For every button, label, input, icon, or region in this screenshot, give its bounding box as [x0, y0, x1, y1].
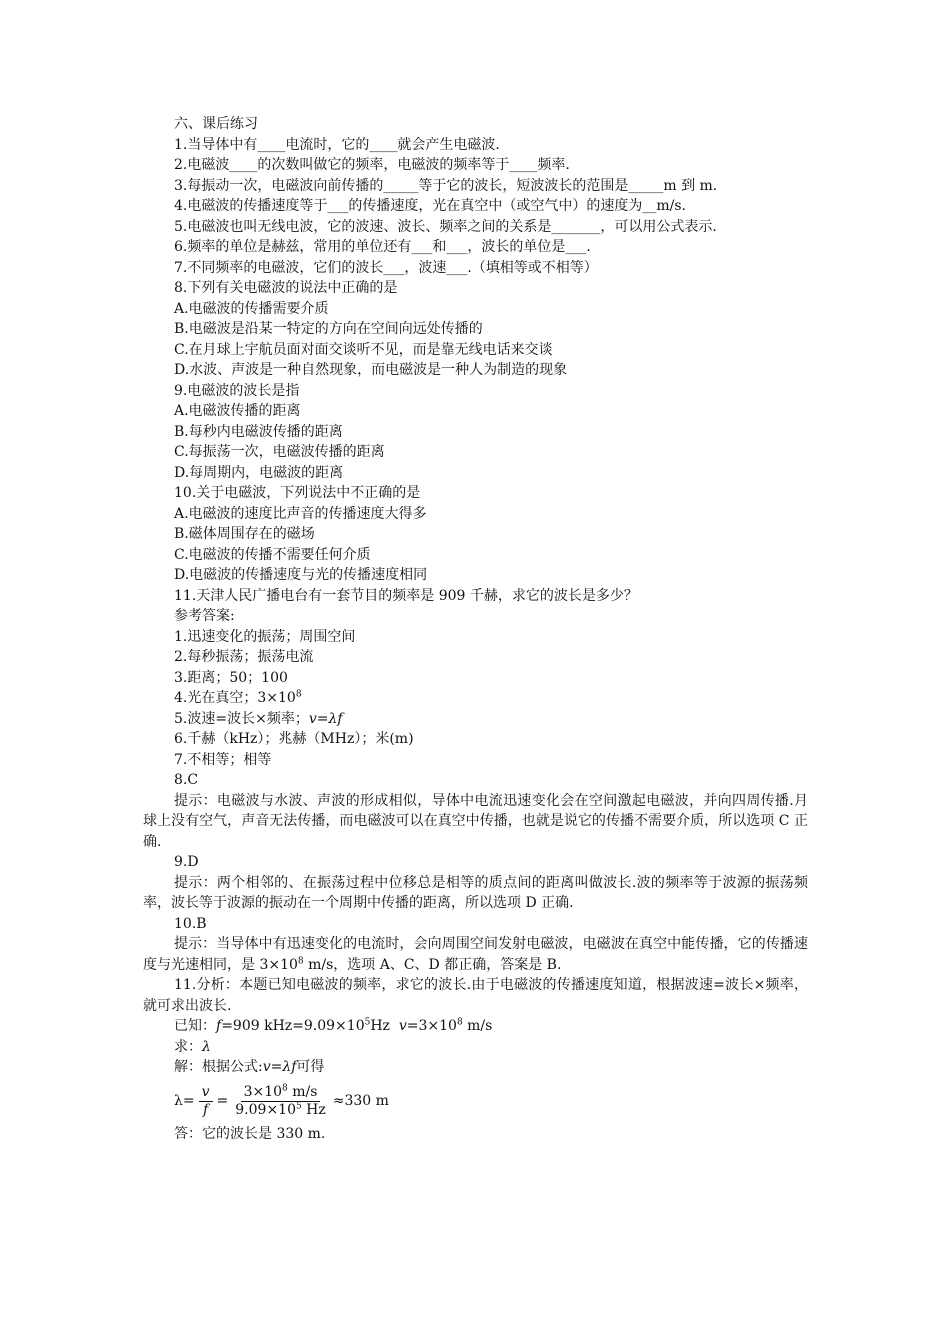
- document-page: [143, 114, 808, 1144]
- question-6: 6.频率的单位是赫兹，常用的单位还有___和___，波长的单位是___.: [174, 239, 591, 255]
- q8-option-b: B.电磁波是沿某一特定的方向在空间向远处传播的: [174, 321, 483, 337]
- q10-option-c: C.电磁波的传播不需要任何介质: [174, 546, 371, 563]
- wavelength-formula: [143, 1080, 808, 1124]
- q8-option-d: D.水波、声波是一种自然现象，而电磁波是一种人为制造的现象: [174, 362, 568, 378]
- answer-4-exponent: 8: [295, 689, 302, 700]
- question-2: 2.电磁波____的次数叫做它的频率，电磁波的频率等于____频率.: [174, 157, 570, 173]
- answers-heading: 参考答案:: [174, 608, 235, 624]
- answer-2: 2.每秒振荡；振荡电流: [174, 649, 314, 665]
- q10-option-d: D.电磁波的传播速度与光的传播速度相同: [174, 567, 428, 583]
- question-9: 9.电磁波的波长是指: [174, 382, 300, 399]
- answer-7: 7.不相等；相等: [174, 751, 272, 768]
- hint-9: 提示：两个相邻的、在振荡过程中位移总是相等的质点间的距离叫做波长.波的频率等于波源的振荡频率，波长等于波源的振动在一个周期中传播的距离，所以选项 D 正确.: [143, 874, 808, 911]
- question-10: 10.关于电磁波，下列说法中不正确的是: [174, 485, 421, 501]
- question-1: 1.当导体中有____电流时，它的____就会产生电磁波.: [174, 136, 500, 153]
- question-11: 11.天津人民广播电台有一套节目的频率是 909 千赫，求它的波长是多少？: [174, 587, 638, 604]
- answer-5: [143, 709, 808, 730]
- given-f-value: =909 kHz=9.09×10: [221, 1018, 365, 1034]
- answer-10: 10.B: [174, 915, 207, 932]
- solve-post: 可得: [296, 1059, 325, 1075]
- given-f-exponent: 5: [364, 1017, 371, 1028]
- q10-option-a: A.电磁波的速度比声音的传播速度大得多: [174, 505, 427, 522]
- numerator-exponent: 8: [282, 1083, 288, 1094]
- denominator-unit: Hz: [301, 1102, 326, 1118]
- given-f-unit: Hz: [370, 1018, 399, 1034]
- answer-1: 1.迅速变化的振荡；周围空间: [174, 628, 356, 645]
- given-v-symbol: v: [398, 1018, 407, 1034]
- formula-result: ≈330 m: [332, 1093, 389, 1110]
- analysis-11: 11.分析：本题已知电磁波的频率，求它的波长.由于电磁波的传播速度知道，根据波速=波长×频率，就可求出波长.: [143, 977, 808, 1014]
- find-symbol: λ: [202, 1038, 211, 1055]
- given-label: 已知：: [174, 1018, 216, 1034]
- q9-option-a: A.电磁波传播的距离: [174, 403, 301, 419]
- q10-option-b: B.磁体周围存在的磁场: [174, 526, 315, 542]
- question-4: 4.电磁波的传播速度等于___的传播速度，光在真空中（或空气中）的速度为__m/s.: [174, 198, 686, 214]
- question-8: 8.下列有关电磁波的说法中正确的是: [174, 280, 398, 296]
- given-v-unit: m/s: [462, 1018, 493, 1034]
- denominator-exponent: 5: [295, 1101, 302, 1112]
- given-v-value: =3×10: [406, 1018, 457, 1034]
- answer-5-formula: v=λf: [308, 710, 343, 727]
- question-3: 3.每振动一次，电磁波向前传播的_____等于它的波长，短波波长的范围是_____m 到 m.: [174, 177, 718, 194]
- given-f-symbol: f: [216, 1018, 222, 1034]
- formula-equals: =: [216, 1093, 229, 1110]
- fraction-2-denominator: [232, 1102, 329, 1119]
- fraction-2-numerator: [241, 1084, 321, 1102]
- section-heading: 六、课后练习: [174, 116, 258, 132]
- answer-8: 8.C: [174, 772, 199, 788]
- answer-5-text: 5.波速=波长×频率；: [174, 710, 309, 727]
- q9-option-b: B.每秒内电磁波传播的距离: [174, 423, 343, 440]
- find-label: 求：: [174, 1038, 202, 1055]
- denominator-value: 9.09×10: [235, 1102, 296, 1118]
- hint-10-exponent: 8: [297, 955, 304, 966]
- q8-option-a: A.电磁波的传播需要介质: [174, 300, 329, 317]
- formula-lhs: λ=: [174, 1093, 195, 1110]
- answer-6: 6.千赫（kHz）；兆赫（MHz）；米(m): [174, 731, 414, 747]
- question-5: 5.电磁波也叫无线电波，它的波速、波长、频率之间的关系是_______，可以用公式表示.: [174, 218, 717, 235]
- solve-text: 解：根据公式:: [174, 1059, 263, 1075]
- fraction-values: [232, 1084, 329, 1119]
- hint-10-post: m/s，选项 A、C、D 都正确，答案是 B.: [303, 956, 562, 973]
- fraction-1-denominator: f: [202, 1102, 209, 1118]
- q9-option-c: C.每振荡一次，电磁波传播的距离: [174, 444, 385, 460]
- fraction-v-over-f: [199, 1084, 213, 1119]
- answer-4: [143, 688, 808, 709]
- hint-10-pre: 提示：当导体中有迅速变化的电流时，会向周围空间发射电磁波，电磁波在真空中能传播，它的传播速度与光速相同，是 3×10: [143, 936, 808, 973]
- answer-9: 9.D: [174, 854, 199, 870]
- answer-4-text: 4.光在真空；3×10: [174, 690, 296, 706]
- find-line: [143, 1037, 808, 1058]
- answer-3: 3.距离；50；100: [174, 669, 288, 686]
- solve-formula: v=λf: [262, 1059, 297, 1075]
- fraction-1-numerator: v: [199, 1084, 213, 1102]
- hint-10: [143, 934, 808, 975]
- q8-option-c: C.在月球上宇航员面对面交谈听不见，而是靠无线电话来交谈: [174, 341, 553, 358]
- hint-8: 提示：电磁波与水波、声波的形成相似，导体中电流迅速变化会在空间激起电磁波，并向四周传播.月球上没有空气，声音无法传播，而电磁波可以在真空中传播，也就是说它的传播不需要介质，所以选项 C 正确.: [143, 792, 808, 850]
- given-v-exponent: 8: [456, 1017, 463, 1028]
- final-answer: 答：它的波长是 330 m.: [174, 1125, 326, 1142]
- given-line: [143, 1016, 808, 1037]
- numerator-value: 3×10: [243, 1084, 283, 1100]
- solve-line: [143, 1057, 808, 1078]
- q9-option-d: D.每周期内，电磁波的距离: [174, 464, 344, 481]
- numerator-unit: m/s: [287, 1084, 318, 1100]
- question-7: 7.不同频率的电磁波，它们的波长___，波速___.（填相等或不相等）: [174, 259, 598, 276]
